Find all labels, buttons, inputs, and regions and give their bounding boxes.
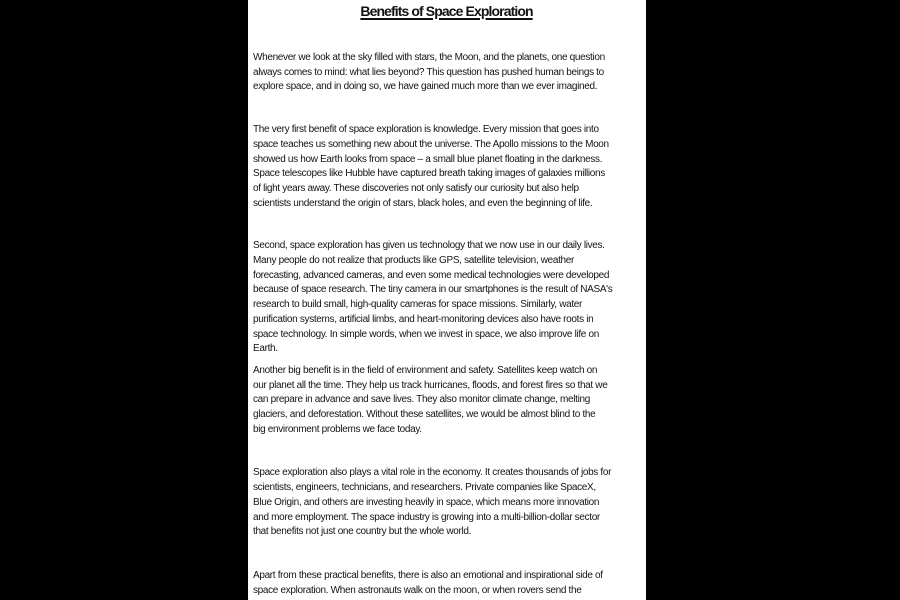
text-line: The very first benefit of space exploration is knowledge. Every mission that goes into: [253, 124, 599, 136]
paragraph: [253, 364, 640, 438]
text-line: Earth.: [253, 343, 278, 355]
text-line: scientists understand the origin of stars, black holes, and even the beginning of life.: [253, 197, 593, 209]
text-line: Space exploration also plays a vital role in the economy. It creates thousands of jobs for: [253, 467, 612, 479]
text-line: that benefits not just one country but the whole world.: [253, 526, 472, 538]
document-page: [248, 0, 646, 600]
text-line: explore space, and in doing so, we have gained much more than we ever imagined.: [253, 81, 598, 93]
text-line: Many people do not realize that products like GPS, satellite television, weather: [253, 255, 575, 267]
text-line: forecasting, advanced cameras, and even some medical technologies were developed: [253, 269, 610, 281]
text-line: research to build small, high-quality cameras for space missions. Similarly, water: [253, 299, 582, 311]
text-line: of light years away. These discoveries not only satisfy our curiosity but also help: [253, 182, 579, 194]
text-line: big environment problems we face today.: [253, 423, 422, 435]
text-line: and more employment. The space industry is growing into a multi-billion-dollar sector: [253, 511, 600, 523]
paragraph: [253, 51, 640, 95]
text-line: space exploration. When astronauts walk on the moon, or when rovers send the: [253, 584, 582, 596]
text-line: glaciers, and deforestation. Without these satellites, we would be almost blind to the: [253, 409, 596, 421]
text-line: scientists, engineers, technicians, and researchers. Private companies like SpaceX,: [253, 482, 596, 494]
text-line: our planet all the time. They help us track hurricanes, floods, and forest fires so that we: [253, 379, 608, 391]
text-line: Whenever we look at the sky filled with stars, the Moon, and the planets, one question: [253, 52, 605, 63]
document-title: Benefits of Space Exploration: [360, 3, 533, 19]
text-line: Blue Origin, and others are investing heavily in space, which means more innovation: [253, 496, 600, 508]
text-line: Apart from these practical benefits, there is also an emotional and inspirational side of: [253, 569, 603, 581]
text-line: Another big benefit is in the field of environment and safety. Satellites keep watch on: [253, 364, 598, 376]
text-line: Space telescopes like Hubble have captured breath taking images of galaxies millions: [253, 168, 605, 180]
paragraph: [253, 123, 640, 211]
text-line: purification systems, artificial limbs, and heart-monitoring devices also have roots in: [253, 313, 594, 325]
document-body: [253, 51, 640, 598]
paragraph: [253, 239, 640, 357]
text-line: Second, space exploration has given us technology that we now use in our daily lives.: [253, 240, 605, 252]
paragraph: [253, 466, 640, 540]
paragraph: [253, 569, 640, 598]
text-line: always comes to mind: what lies beyond? This question has pushed human beings to: [253, 66, 604, 78]
text-line: space teaches us something new about the universe. The Apollo missions to the Moon: [253, 138, 609, 150]
text-line: space technology. In simple words, when we invest in space, we also improve life on: [253, 328, 599, 340]
text-line: because of space research. The tiny camera in our smartphones is the result of NASA's: [253, 284, 613, 296]
text-line: showed us how Earth looks from space – a small blue planet floating in the darkness.: [253, 153, 603, 165]
text-line: can prepare in advance and save lives. They also monitor climate change, melting: [253, 394, 590, 406]
